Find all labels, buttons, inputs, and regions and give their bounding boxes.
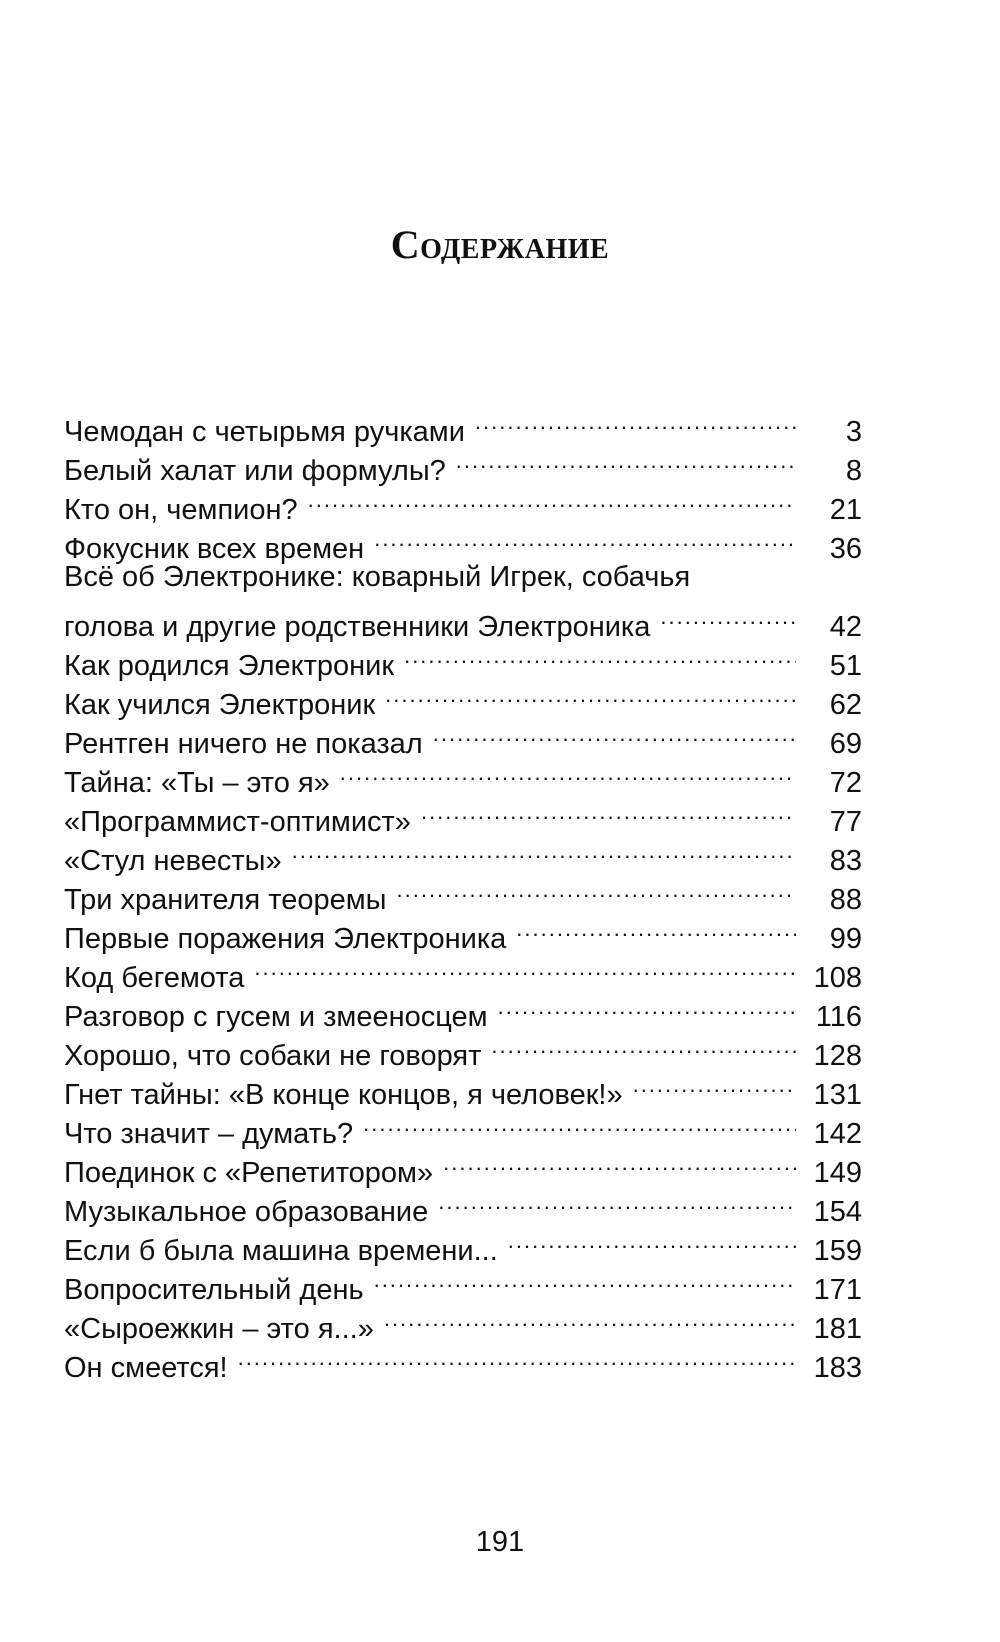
toc-entry-title: Как учился Электроник xyxy=(64,689,376,721)
toc-dot-leader xyxy=(374,1260,796,1299)
toc-dot-leader xyxy=(433,714,796,753)
toc-dot-leader xyxy=(443,1143,796,1182)
toc-entry-page: 108 xyxy=(813,962,862,994)
toc-dot-leader xyxy=(491,1026,796,1065)
toc-entry-title: Что значит – думать? xyxy=(64,1118,354,1150)
toc-entry-title: Как родился Электроник xyxy=(64,650,395,682)
toc-dot-leader xyxy=(456,441,796,480)
toc-entry-page: 42 xyxy=(829,611,862,643)
toc-entry-title: Он смеется! xyxy=(64,1352,228,1384)
toc-entry-title: «Сыроежкин – это я...» xyxy=(64,1313,374,1345)
toc-entry-title: Музыкальное образование xyxy=(64,1196,429,1228)
toc-entry xyxy=(64,597,862,643)
toc-dot-leader xyxy=(374,519,796,558)
toc-entry-title: Вопросительный день xyxy=(64,1274,364,1306)
toc-entry-title: Фокусник всех времен xyxy=(64,533,365,565)
toc-entry-page: 21 xyxy=(829,494,862,526)
toc-dot-leader xyxy=(660,597,796,636)
toc-dot-leader xyxy=(421,792,796,831)
page-title: Содержание xyxy=(390,222,610,267)
toc-entry-page: 3 xyxy=(845,416,862,448)
page-number: 191 xyxy=(475,1526,525,1558)
toc-dot-leader xyxy=(397,870,797,909)
toc-dot-leader xyxy=(498,987,796,1026)
table-of-contents xyxy=(64,402,862,1384)
toc-entry-page: 181 xyxy=(813,1313,862,1345)
toc-dot-leader xyxy=(475,402,796,441)
toc-dot-leader xyxy=(384,1299,796,1338)
toc-entry-title: голова и другие родственники Электроника xyxy=(64,611,651,643)
toc-entry-page: 142 xyxy=(813,1118,862,1150)
toc-entry-title: «Программист-оптимист» xyxy=(64,806,411,838)
toc-entry-page: 8 xyxy=(845,455,862,487)
toc-entry-page: 131 xyxy=(813,1079,862,1111)
toc-entry-page: 51 xyxy=(829,650,862,682)
toc-entry-page: 183 xyxy=(813,1352,862,1384)
toc-entry-title: Белый халат или формулы? xyxy=(64,455,446,487)
toc-entry-title: Тайна: «Ты – это я» xyxy=(64,767,330,799)
toc-entry-page: 83 xyxy=(829,845,862,877)
toc-dot-leader xyxy=(308,480,796,519)
toc-entry-title: Разговор с гусем и змееносцем xyxy=(64,1001,488,1033)
toc-entry xyxy=(64,558,862,597)
toc-entry-page: 99 xyxy=(829,923,862,955)
toc-dot-leader xyxy=(254,948,796,987)
toc-entry-page: 72 xyxy=(829,767,862,799)
toc-entry-title: Три хранителя теоремы xyxy=(64,884,387,916)
toc-entry-page: 69 xyxy=(829,728,862,760)
toc-entry-page: 171 xyxy=(813,1274,862,1306)
toc-dot-leader xyxy=(516,909,796,948)
toc-dot-leader xyxy=(508,1221,796,1260)
toc-entry-title: Гнет тайны: «В конце концов, я человек!» xyxy=(64,1079,623,1111)
toc-entry-title: Код бегемота xyxy=(64,962,245,994)
toc-dot-leader xyxy=(292,831,796,870)
toc-entry-page: 116 xyxy=(815,1001,862,1033)
toc-entry-title: Первые поражения Электроника xyxy=(64,923,507,955)
toc-entry-title: Рентген ничего не показал xyxy=(64,728,423,760)
toc-dot-leader xyxy=(340,753,796,792)
toc-entry-page: 88 xyxy=(829,884,862,916)
toc-dot-leader xyxy=(438,1182,796,1221)
toc-entry-page: 77 xyxy=(829,806,862,838)
toc-dot-leader xyxy=(238,1338,796,1377)
toc-dot-leader xyxy=(633,1065,796,1104)
toc-entry-page: 149 xyxy=(813,1157,862,1189)
toc-entry-title: Всё об Электронике: коварный Игрек, собачья xyxy=(64,561,691,593)
toc-entry-page: 36 xyxy=(829,533,862,565)
toc-entry-title: «Стул невесты» xyxy=(64,845,282,877)
toc-dot-leader xyxy=(363,1104,796,1143)
toc-entry-page: 154 xyxy=(813,1196,862,1228)
toc-entry-page: 62 xyxy=(829,689,862,721)
toc-entry-page: 159 xyxy=(813,1235,862,1267)
toc-dot-leader xyxy=(385,675,796,714)
toc-entry-page: 128 xyxy=(813,1040,862,1072)
toc-entry-title: Хорошо, что собаки не говорят xyxy=(64,1040,482,1072)
toc-entry-title: Если б была машина времени... xyxy=(64,1235,498,1267)
toc-entry xyxy=(64,402,862,448)
toc-dot-leader xyxy=(404,636,796,675)
toc-entry-title: Кто он, чемпион? xyxy=(64,494,298,526)
toc-entry-title: Поединок с «Репетитором» xyxy=(64,1157,434,1189)
toc-entry-title: Чемодан с четырьмя ручками xyxy=(64,416,465,448)
